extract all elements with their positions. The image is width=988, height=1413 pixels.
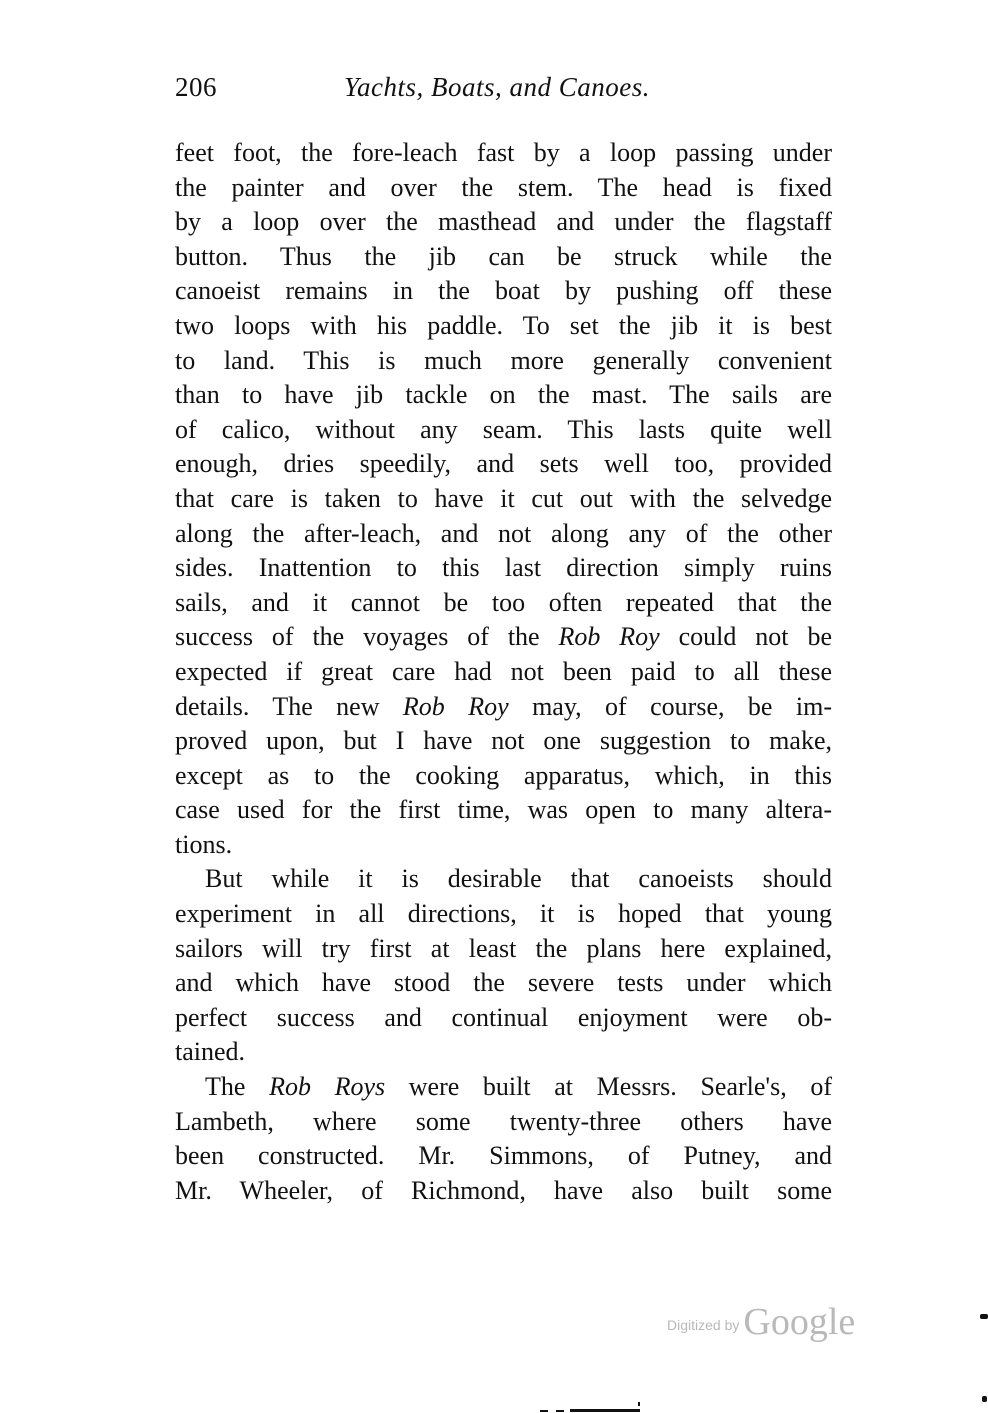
text-line: and which have stood the severe tests under which bbox=[175, 968, 832, 998]
text-line: enough, dries speedily, and sets well too, provided bbox=[175, 449, 832, 479]
text-line: been constructed. Mr. Simmons, of Putney, and bbox=[175, 1141, 832, 1171]
watermark-prefix: Digitized by bbox=[667, 1317, 740, 1333]
page-header bbox=[175, 72, 835, 116]
text-line: But while it is desirable that canoeists should bbox=[205, 864, 832, 894]
text-line bbox=[175, 1070, 832, 1105]
scan-mark bbox=[556, 1410, 564, 1412]
page-number: 206 bbox=[175, 72, 217, 102]
text-line: to land. This is much more generally convenient bbox=[175, 345, 832, 375]
text-line: Mr. Wheeler, of Richmond, have also built some bbox=[175, 1175, 832, 1205]
italic-title: Rob Roy bbox=[558, 622, 660, 652]
text-segment: were built at Messrs. Searle's, of bbox=[385, 1072, 832, 1102]
text-segment: success of the voyages of the bbox=[175, 622, 559, 652]
text-line: canoeist remains in the boat by pushing off these bbox=[175, 276, 832, 306]
scan-mark bbox=[638, 1402, 640, 1406]
text-line: tions. bbox=[175, 829, 233, 859]
text-line: sides. Inattention to this last direction simply ruins bbox=[175, 553, 832, 583]
scan-mark bbox=[570, 1409, 640, 1412]
italic-title: Rob Roys bbox=[269, 1072, 386, 1102]
scan-mark bbox=[982, 1396, 987, 1402]
text-line: along the after-leach, and not along any of the other bbox=[175, 518, 832, 548]
text-line: button. Thus the jib can be struck while the bbox=[175, 241, 832, 271]
body-text bbox=[175, 136, 832, 1208]
text-segment: could not be bbox=[659, 622, 832, 652]
text-line: sails, and it cannot be too often repeated that the bbox=[175, 587, 832, 617]
text-line: feet foot, the fore-leach fast by a loop passing under bbox=[175, 138, 832, 167]
scan-mark bbox=[540, 1410, 548, 1412]
running-title: Yachts, Boats, and Canoes. bbox=[344, 72, 651, 102]
scan-mark bbox=[980, 1314, 988, 1319]
watermark-brand: Google bbox=[743, 1301, 856, 1343]
text-line: case used for the first time, was open to many altera- bbox=[175, 795, 832, 825]
text-segment: may, of course, be im- bbox=[508, 691, 832, 721]
text-line: sailors will try first at least the plans here explained, bbox=[175, 933, 832, 963]
text-line: Lambeth, where some twenty-three others have bbox=[175, 1106, 832, 1136]
text-line: two loops with his paddle. To set the jib it is best bbox=[175, 310, 832, 340]
text-line: than to have jib tackle on the mast. The sails are bbox=[175, 380, 832, 410]
text-line bbox=[175, 620, 832, 655]
text-line: expected if great care had not been paid to all these bbox=[175, 656, 832, 686]
text-line: by a loop over the masthead and under the flagstaff bbox=[175, 207, 832, 237]
text-line bbox=[175, 690, 832, 725]
italic-title: Rob Roy bbox=[402, 691, 509, 721]
text-line: proved upon, but I have not one suggestion to make, bbox=[175, 726, 832, 756]
text-line: except as to the cooking apparatus, which, in this bbox=[175, 760, 832, 790]
text-line: perfect success and continual enjoyment were ob- bbox=[175, 1002, 832, 1032]
text-line: tained. bbox=[175, 1037, 246, 1067]
digitized-watermark bbox=[667, 1300, 855, 1350]
text-line: of calico, without any seam. This lasts quite well bbox=[175, 414, 832, 444]
text-line: the painter and over the stem. The head is fixed bbox=[175, 172, 832, 202]
text-segment: details. The new bbox=[175, 691, 403, 721]
text-line: experiment in all directions, it is hoped that young bbox=[175, 899, 832, 929]
text-line: that care is taken to have it cut out with the selvedge bbox=[175, 483, 832, 513]
text-segment: The bbox=[205, 1072, 270, 1102]
